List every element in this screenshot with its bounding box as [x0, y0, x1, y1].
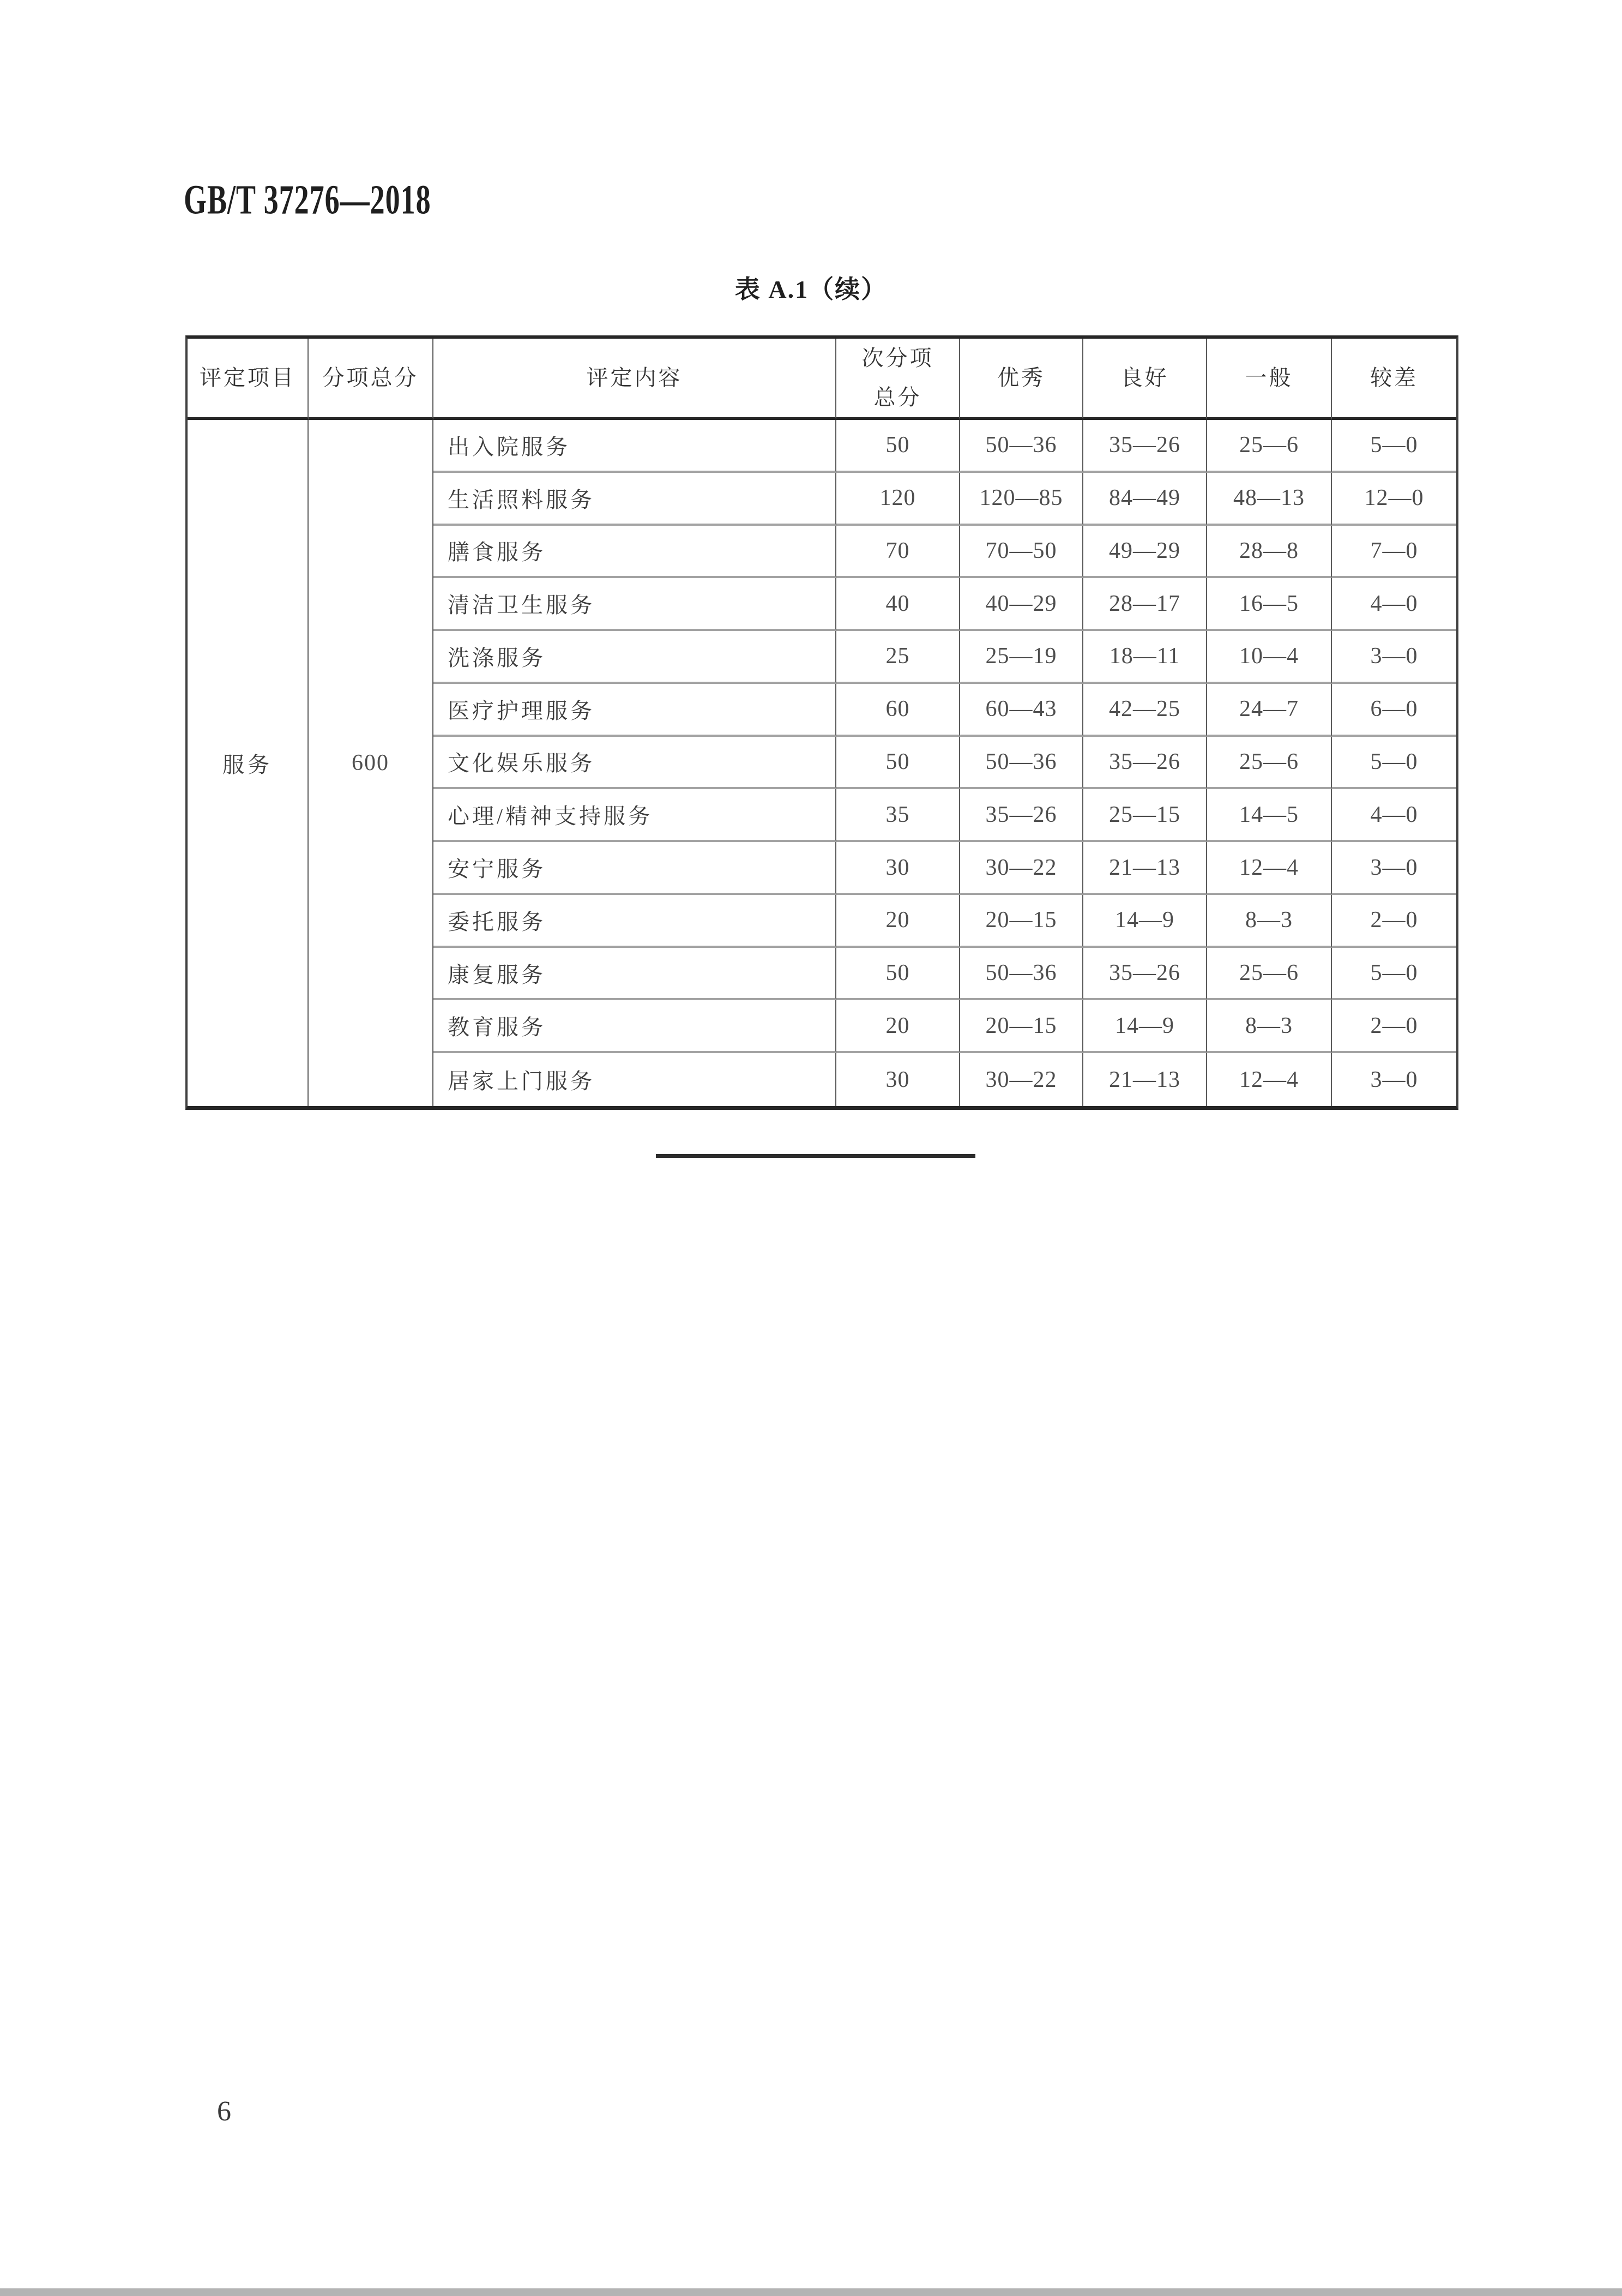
table-row-average: 48—13: [1207, 473, 1332, 526]
table-row-content: 文化娱乐服务: [433, 737, 836, 790]
header-good: 良好: [1083, 339, 1207, 420]
table-row-total: 120: [836, 473, 960, 526]
table-row-poor: 5—0: [1332, 420, 1456, 473]
table-row-good: 35—26: [1083, 420, 1207, 473]
table-row-excellent: 30—22: [960, 842, 1083, 895]
table-row-poor: 5—0: [1332, 737, 1456, 790]
table-row-good: 14—9: [1083, 1000, 1207, 1053]
table-row-poor: 4—0: [1332, 578, 1456, 631]
table-row-good: 84—49: [1083, 473, 1207, 526]
table-row-total: 30: [836, 1053, 960, 1106]
table-row-poor: 4—0: [1332, 789, 1456, 842]
table-row-poor: 2—0: [1332, 895, 1456, 948]
table-row-good: 21—13: [1083, 842, 1207, 895]
table-row-excellent: 60—43: [960, 684, 1083, 737]
table-row-poor: 5—0: [1332, 948, 1456, 1001]
table-row-excellent: 120—85: [960, 473, 1083, 526]
table-row-average: 25—6: [1207, 737, 1332, 790]
table-row-excellent: 70—50: [960, 526, 1083, 579]
table-row-excellent: 50—36: [960, 948, 1083, 1001]
scan-edge-strip: [0, 2288, 1622, 2296]
table-row-average: 10—4: [1207, 631, 1332, 684]
table-row-content: 医疗护理服务: [433, 684, 836, 737]
table-row-poor: 7—0: [1332, 526, 1456, 579]
table-row-good: 42—25: [1083, 684, 1207, 737]
table-row-total: 50: [836, 948, 960, 1001]
header-poor: 较差: [1332, 339, 1456, 420]
table-row-total: 70: [836, 526, 960, 579]
table-row-total: 25: [836, 631, 960, 684]
table-row-content: 居家上门服务: [433, 1053, 836, 1106]
table-row-total: 40: [836, 578, 960, 631]
table-row-good: 14—9: [1083, 895, 1207, 948]
page-number: 6: [217, 2096, 231, 2127]
end-of-table-divider: [656, 1154, 975, 1158]
table-row-total: 20: [836, 895, 960, 948]
table-row-content: 膳食服务: [433, 526, 836, 579]
standard-code: GB/T 37276—2018: [184, 176, 431, 223]
table-row-content: 出入院服务: [433, 420, 836, 473]
table-row-content: 安宁服务: [433, 842, 836, 895]
header-subtotal: 分项总分: [309, 339, 433, 420]
table-row-average: 16—5: [1207, 578, 1332, 631]
table-row-total: 20: [836, 1000, 960, 1053]
table-row-total: 35: [836, 789, 960, 842]
table-row-good: 21—13: [1083, 1053, 1207, 1106]
table-row-average: 24—7: [1207, 684, 1332, 737]
table-row-poor: 2—0: [1332, 1000, 1456, 1053]
table-row-excellent: 40—29: [960, 578, 1083, 631]
header-excellent: 优秀: [960, 339, 1083, 420]
table-row-poor: 12—0: [1332, 473, 1456, 526]
table-row-average: 12—4: [1207, 842, 1332, 895]
table-row-total: 50: [836, 420, 960, 473]
group-item-cell: 服务: [188, 420, 309, 1106]
table-row-average: 25—6: [1207, 948, 1332, 1001]
table-row-total: 30: [836, 842, 960, 895]
table-row-content: 心理/精神支持服务: [433, 789, 836, 842]
table-row-content: 教育服务: [433, 1000, 836, 1053]
table-row-excellent: 25—19: [960, 631, 1083, 684]
table-row-average: 8—3: [1207, 1000, 1332, 1053]
table-row-total: 50: [836, 737, 960, 790]
table-row-poor: 3—0: [1370, 1067, 1418, 1092]
table-row-good: 28—17: [1083, 578, 1207, 631]
header-item: 评定项目: [188, 339, 309, 420]
table-row-good: 49—29: [1083, 526, 1207, 579]
table-row-excellent: 20—15: [960, 1000, 1083, 1053]
table-row-content: 康复服务: [433, 948, 836, 1001]
header-content: 评定内容: [433, 339, 836, 420]
table-row-total: 60: [836, 684, 960, 737]
table-row-average: 12—4: [1207, 1053, 1332, 1106]
table-row-poor: 6—0: [1332, 684, 1456, 737]
table-row-poor: 3—0: [1332, 631, 1456, 684]
table-row-average: 14—5: [1207, 789, 1332, 842]
table-row-average: 28—8: [1207, 526, 1332, 579]
table-row-excellent: 50—36: [960, 737, 1083, 790]
table-row-poor: 3—0: [1332, 842, 1456, 895]
table-row-good: 18—11: [1083, 631, 1207, 684]
table-row-good: 35—26: [1083, 948, 1207, 1001]
table-row-content: 委托服务: [433, 895, 836, 948]
header-sub-item-total: 次分项 总分: [836, 339, 960, 420]
group-subtotal-cell: 600: [309, 420, 433, 1106]
table-title: 表 A.1（续）: [734, 275, 888, 303]
table-row-excellent: 35—26: [960, 789, 1083, 842]
table-row-good: 35—26: [1083, 737, 1207, 790]
table-row-average: 25—6: [1207, 420, 1332, 473]
table-row-excellent: 30—22: [960, 1053, 1083, 1106]
table-row-content: 洗涤服务: [433, 631, 836, 684]
table-row-average: 8—3: [1207, 895, 1332, 948]
table-row-excellent: 20—15: [960, 895, 1083, 948]
table-row-good: 25—15: [1083, 789, 1207, 842]
table-row-content: 清洁卫生服务: [433, 578, 836, 631]
table-row-excellent: 50—36: [960, 420, 1083, 473]
header-average: 一般: [1207, 339, 1332, 420]
evaluation-table: [185, 335, 1458, 1110]
table-row-content: 生活照料服务: [433, 473, 836, 526]
